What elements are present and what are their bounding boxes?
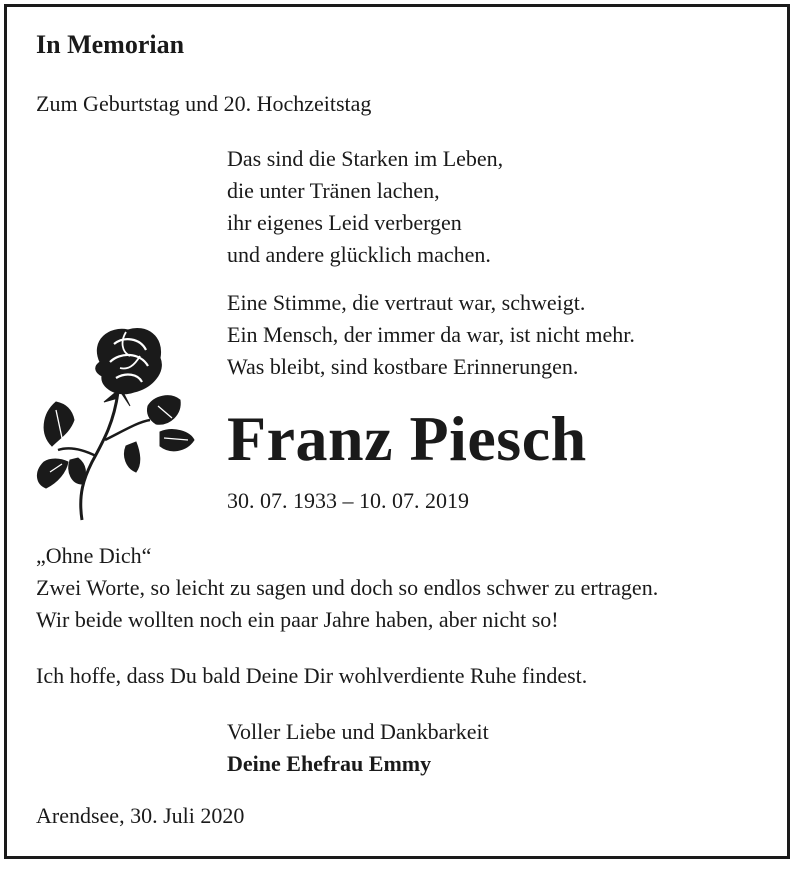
rose-icon bbox=[30, 322, 195, 522]
poem-line: Das sind die Starken im Leben, bbox=[227, 146, 504, 171]
place-date: Arendsee, 30. Juli 2020 bbox=[36, 803, 245, 828]
poem-line: Eine Stimme, die vertraut war, schweigt. bbox=[227, 290, 586, 315]
life-dates: 30. 07. 1933 – 10. 07. 2019 bbox=[227, 488, 469, 513]
poem-line: Was bleibt, sind kostbare Erinnerungen. bbox=[227, 354, 579, 379]
poem-stanza-1 bbox=[227, 143, 503, 271]
hope-line: Ich hoffe, dass Du bald Deine Dir wohlverdiente Ruhe findest. bbox=[36, 663, 588, 688]
quote-line: Zwei Worte, so leicht zu sagen und doch so endlos schwer zu ertragen. bbox=[36, 575, 659, 600]
deceased-name: Franz Piesch bbox=[227, 403, 587, 474]
poem-line: und andere glücklich machen. bbox=[227, 242, 491, 267]
poem-line: ihr eigenes Leid verbergen bbox=[227, 210, 462, 235]
signer-name: Deine Ehefrau Emmy bbox=[227, 751, 432, 776]
closing-block bbox=[227, 716, 489, 780]
quote-line: „Ohne Dich“ bbox=[36, 543, 152, 568]
occasion-line: Zum Geburtstag und 20. Hochzeitstag bbox=[36, 91, 372, 116]
closing-line: Voller Liebe und Dankbarkeit bbox=[227, 719, 489, 744]
poem-stanza-2 bbox=[227, 287, 635, 383]
quote-line: Wir beide wollten noch ein paar Jahre haben, aber nicht so! bbox=[36, 607, 559, 632]
quote-block bbox=[36, 540, 658, 636]
notice-title: In Memorian bbox=[36, 30, 185, 59]
poem-line: die unter Tränen lachen, bbox=[227, 178, 440, 203]
poem-line: Ein Mensch, der immer da war, ist nicht mehr. bbox=[227, 322, 635, 347]
